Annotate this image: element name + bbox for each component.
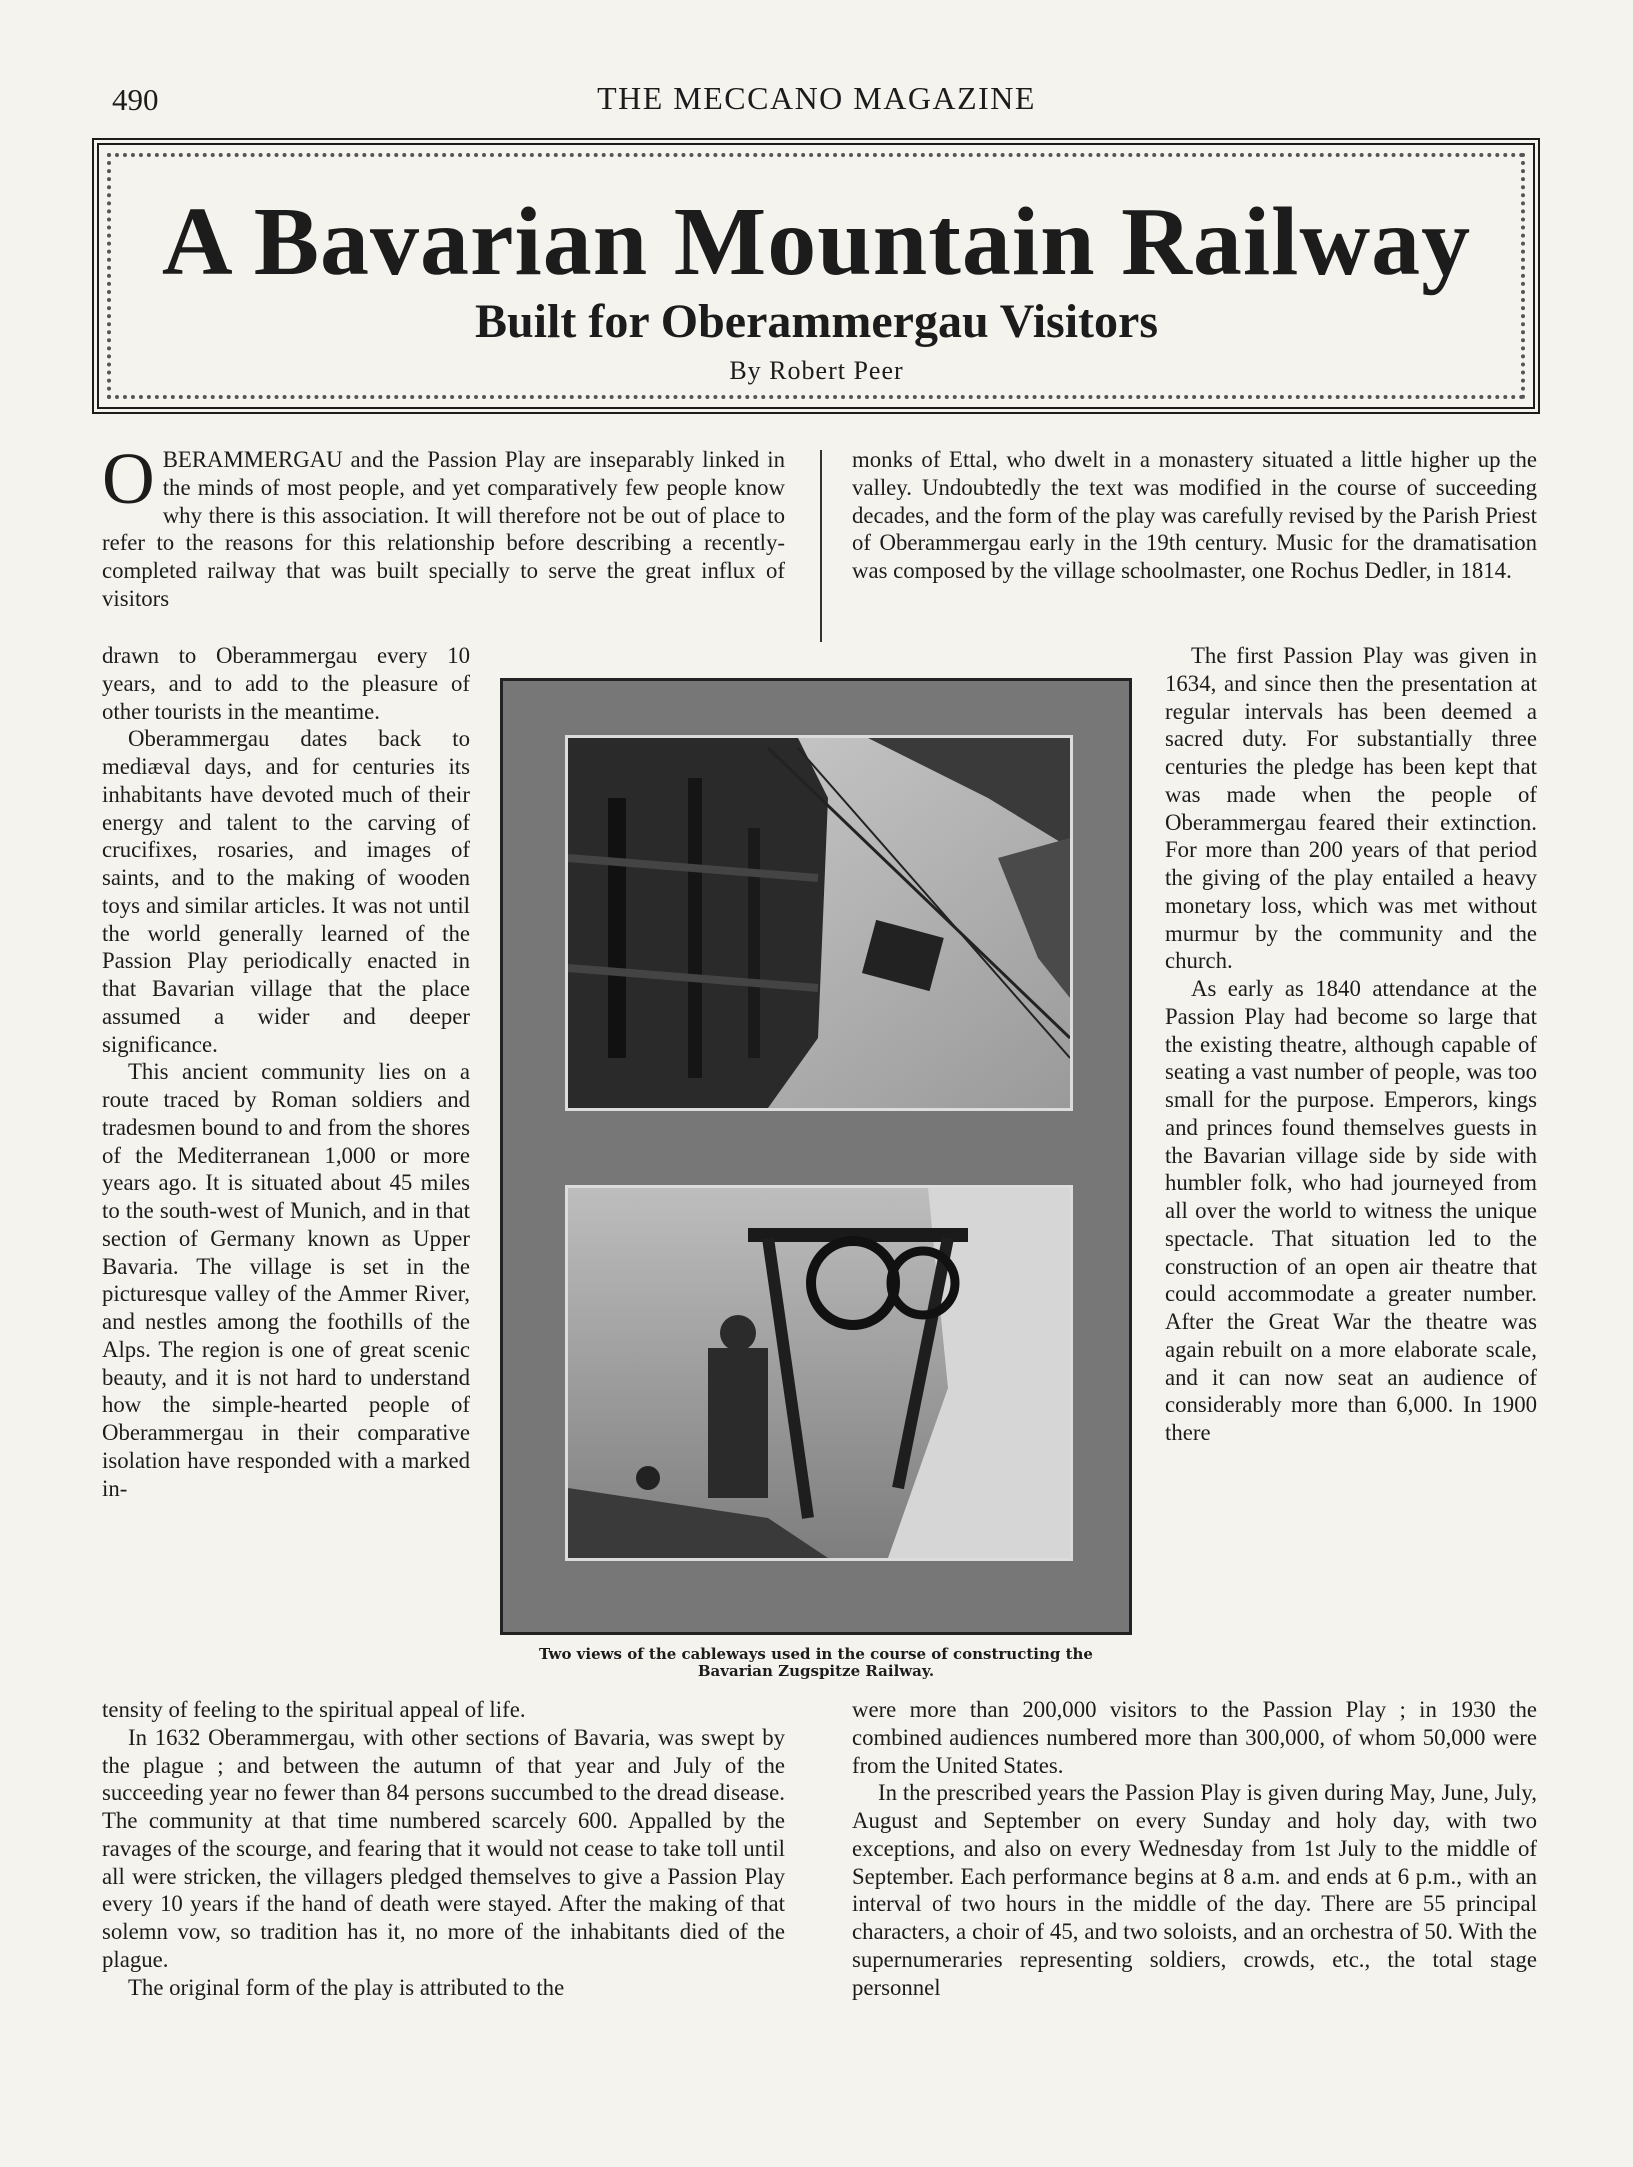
paragraph-location: This ancient community lies on a route traced by Roman soldiers and tradesmen bound to and from the shores of the Mediterranean 1,000 or more years ago. It is situated about 45 miles to the south-west of Munich, and in that section of Germany known as Upper Bavaria. The village is set in the picturesque valley of the Ammer River, and nestles among the foothills of the Alps. The region is one of great scenic beauty, and it is not hard to understand how the simple-hearted people of Oberammergau in their comparative isolation have responded with a marked in-	[102, 1059, 470, 1501]
article-title: A Bavarian Mountain Railway	[161, 188, 1472, 296]
paragraph-attendance: As early as 1840 attendance at the Passion Play had become so large that the existing theatre, although capable of seating a vast number of people, was too small for the purpose. Emperors, kings and princes found themselves guests in the Bavarian village side by side with humbler folk, who had journeyed from all over the world to witness the unique spectacle. That situation led to the construction of an open air theatre that could accommodate a greater number. After the Great War the theatre was again rebuilt on a more elaborate scale, and it can now seat an audience of considerably more than 6,000. In 1900 there	[1165, 976, 1537, 1445]
paragraph-intro-continued: drawn to Oberammergau every 10 years, and to add to the pleasure of other tourists in the meantime.	[102, 643, 470, 724]
column-rule	[820, 450, 822, 642]
paragraph-origin: The original form of the play is attributed to the	[128, 1974, 565, 2000]
left-column-bottom	[102, 1696, 785, 2001]
paragraph-intro	[102, 438, 785, 613]
photo-cableway-upper	[565, 735, 1073, 1111]
magazine-running-head: THE MECCANO MAGAZINE	[597, 80, 1036, 116]
right-column-narrow	[1165, 642, 1537, 1447]
drop-cap: O	[102, 438, 155, 519]
article-byline: By Robert Peer	[729, 356, 904, 385]
right-column-bottom	[852, 1696, 1537, 2001]
paragraph-attendance-end: were more than 200,000 visitors to the Passion Play ; in 1930 the combined audiences numbered more than 300,000, of whom 50,000 were from the United States.	[852, 1697, 1537, 1778]
right-column-top	[852, 446, 1537, 585]
paragraph-monks: monks of Ettal, who dwelt in a monastery situated a little higher up the valley. Undoubtedly the text was modified in the course of succeeding decades, and the form of the play was carefully revised by the Parish Priest of Oberammergau early in the 19th century. Music for the dramatisation was composed by the village schoolmaster, one Rochus Dedler, in 1814.	[852, 447, 1537, 583]
figure-frame	[500, 678, 1132, 1635]
paragraph-first-play: The first Passion Play was given in 1634, and since then the presentation at regular intervals has been deemed a sacred duty. For substantially three centuries the pledge has been kept that was made when the people of Oberammergau feared their extinction. For more than 200 years of that period the giving of the play entailed a heavy monetary loss, which was met without murmur by the community and the church.	[1165, 643, 1537, 974]
paragraph-history: Oberammergau dates back to mediæval days, and for centuries its inhabitants have devoted much of their energy and talent to the carving of crucifixes, rosaries, and images of saints, and to the making of wooden toys and similar articles. It was not until the world generally learned of the Passion Play periodically enacted in that Bavarian village that the place assumed a wider and deeper significance.	[102, 726, 470, 1057]
paragraph-location-end: tensity of feeling to the spiritual appeal of life.	[102, 1697, 526, 1722]
left-column-narrow	[102, 642, 470, 1502]
cableway-lower-image	[568, 1188, 1070, 1558]
left-column-top	[102, 438, 785, 613]
figure-caption: Two views of the cableways used in the course of constructing the Bavarian Zugspitze Railway.	[539, 1645, 1093, 1680]
cableway-upper-image	[568, 738, 1070, 1108]
paragraph-plague: In 1632 Oberammergau, with other sections of Bavaria, was swept by the plague ; and between the autumn of that year and July of the succeeding year no fewer than 84 persons succumbed to the dread disease. The community at that time numbered scarcely 600. Appalled by the ravages of the scourge, and fearing that it would not cease to take toll until all were stricken, the villagers pledged themselves to give a Passion Play every 10 years if the hand of death were stayed. After the making of that solemn vow, so tradition has it, no more of the inhabitants died of the plague.	[102, 1724, 785, 1972]
page-number: 490	[112, 82, 159, 117]
paragraph-intro-text: BERAMMERGAU and the Passion Play are inseparably linked in the minds of most people, and yet comparatively few people know why there is this association. It will therefore not be out of place to refer to the reasons for this relationship before describing a recently-completed railway that was built specially to serve the great influx of visitors	[102, 447, 785, 611]
photo-cableway-lower	[565, 1185, 1073, 1561]
paragraph-schedule: In the prescribed years the Passion Play is given during May, June, July, August and September on every Sunday and holy day, with two exceptions, and also on every Wednesday from 1st July to the middle of September. Each performance begins at 8 a.m. and ends at 6 p.m., with an interval of two hours in the middle of the day. There are 55 principal characters, a choir of 45, and two soloists, and an orchestra of 50. With the supernumeraries representing soldiers, crowds, etc., the total stage personnel	[852, 1780, 1537, 2000]
article-subtitle: Built for Oberammergau Visitors	[474, 295, 1159, 348]
